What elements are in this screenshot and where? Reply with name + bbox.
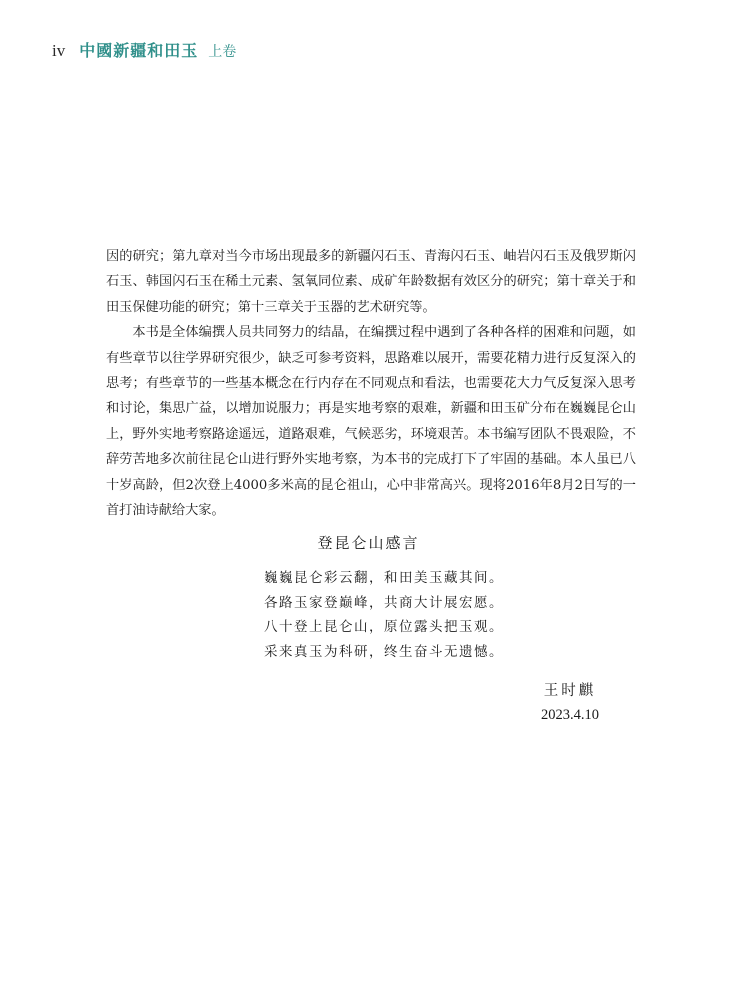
poem-title: 登昆仑山感言 xyxy=(317,534,420,552)
poem-line: 八十登上昆仑山，原位露头把玉观。 xyxy=(264,619,504,636)
poem-line: 各路玉家登巅峰，共商大计展宏愿。 xyxy=(264,594,504,611)
signature-block xyxy=(520,680,620,726)
volume-label: 上卷 xyxy=(208,44,237,60)
poem-line: 采来真玉为科研，终生奋斗无遗憾。 xyxy=(264,643,504,660)
running-header xyxy=(52,38,236,62)
body-text xyxy=(106,244,636,523)
paragraph-main: 本书是全体编撰人员共同努力的结晶，在编撰过程中遇到了各种各样的困难和问题，如有些章节以往学界研究很少，缺乏可参考资料，思路难以展开，需要花精力进行反复深入的思考；有些章节的一些基本概念在行内存在不同观点和看法，也需要花大力气反复深入思考和讨论，集思广益，以增加说服力；再是实地考察的艰难，新疆和田玉矿分布在巍巍昆仑山上，野外实地考察路途遥远，道路艰难，气候恶劣，环境艰苦。本书编写团队不畏艰险，不辞劳苦地多次前往昆仑山进行野外实地考察，为本书的完成打下了牢固的基础。本人虽已八十岁高龄，但2次登上4000多米高的昆仑祖山，心中非常高兴。现将2016年8月2日写的一首打油诗献给大家。 xyxy=(106,325,636,519)
paragraph-continued: 因的研究；第九章对当今市场出现最多的新疆闪石玉、青海闪石玉、岫岩闪石玉及俄罗斯闪石玉、韩国闪石玉在稀土元素、氢氧同位素、成矿年龄数据有效区分的研究；第十章关于和田玉保健功能的研究；第十三章关于玉器的艺术研究等。 xyxy=(106,249,636,315)
poem xyxy=(264,566,504,664)
poem-line: 巍巍昆仑彩云翻，和田美玉藏其间。 xyxy=(264,570,504,586)
book-title: 中國新疆和田玉 xyxy=(79,41,199,60)
author-name: 王时麒 xyxy=(543,683,597,699)
page-number: iv xyxy=(52,41,66,60)
signature-date: 2023.4.10 xyxy=(541,707,599,723)
